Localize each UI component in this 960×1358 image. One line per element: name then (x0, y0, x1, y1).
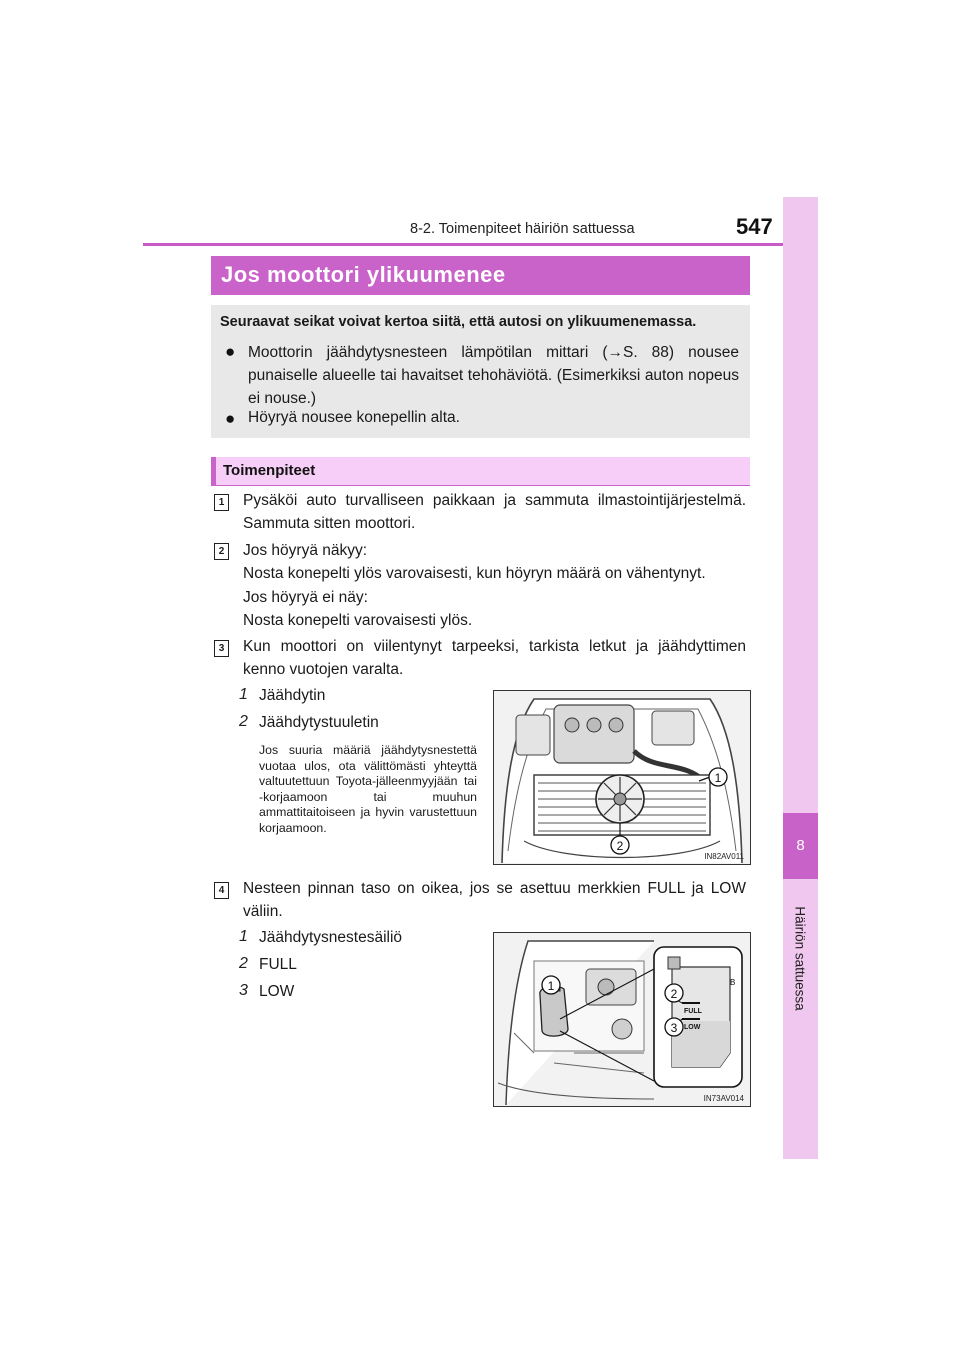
brand-mark-label: B (730, 978, 736, 987)
symptom-item: Höyryä nousee konepellin alta. (248, 409, 460, 426)
chapter-title-text: Häiriön sattuessa (792, 906, 808, 1011)
item-number: 2 (239, 955, 248, 972)
callout-label: 2 (616, 839, 624, 853)
callout-label: 2 (670, 987, 678, 1001)
page-title-band (211, 256, 750, 295)
step-number-2: 2 (214, 543, 229, 560)
subheading-band (211, 457, 750, 485)
page-number: 547 (736, 214, 773, 239)
subheading-accent (211, 457, 216, 485)
step-2-action: Nosta konepelti varovaisesti ylös. (243, 612, 473, 629)
radiator-illustration (494, 691, 750, 864)
step-number-3: 3 (214, 640, 229, 657)
item-label-reservoir: Jäähdytysnestesäiliö (259, 929, 403, 946)
callout-label: 3 (670, 1021, 678, 1035)
step-number-1: 1 (214, 494, 229, 511)
item-label-fan: Jäähdytystuuletin (259, 714, 379, 731)
figure-code: IN82AV011 (704, 852, 744, 861)
item-number: 1 (239, 928, 248, 945)
symptoms-lead: Seuraavat seikat voivat kertoa siitä, että autosi on ylikuumenemassa. (220, 314, 697, 330)
symptom-item: Moottorin jäähdytysnesteen lämpötilan mittari (→S. 88) nousee punaiselle alueelle tai havaitset tehohäviötä. (Esimerkiksi auton nopeus ei nouse.) (248, 344, 739, 407)
low-mark-label: LOW (684, 1024, 701, 1031)
full-mark-label: FULL (684, 1008, 702, 1015)
step-2-action: Nosta konepelti ylös varovaisesti, kun höyryn määrä on vähentynyt. (243, 565, 706, 582)
chapter-number: 8 (783, 813, 818, 879)
item-number: 1 (239, 686, 248, 703)
leak-note: Jos suuria määriä jäähdytysnestettä vuotaa ulos, ota välittömästi yhteyttä valtuutettuun Toyota-jälleenmyyjään tai -korjaamoon tai muuhun ammattitaitoiseen ja hyvin varustettuun korjaamoon. (259, 743, 477, 835)
bullet-icon: ● (225, 342, 236, 361)
reservoir-figure (493, 932, 751, 1107)
callout-label: 1 (714, 771, 722, 785)
step-1-text: Pysäköi auto turvalliseen paikkaan ja sammuta ilmastointijärjestelmä. Sammuta sitten moottori. (243, 492, 746, 532)
symptoms-box (211, 305, 750, 438)
step-2-condition: Jos höyryä ei näy: (243, 589, 368, 606)
step-4-text: Nesteen pinnan taso on oikea, jos se asettuu merkkien FULL ja LOW väliin. (243, 880, 746, 920)
radiator-figure (493, 690, 751, 865)
step-3-text: Kun moottori on viilentynyt tarpeeksi, tarkista letkut ja jäähdyttimen kenno vuotojen varalta. (243, 638, 746, 678)
item-number: 3 (239, 982, 248, 999)
header-rule (143, 243, 818, 246)
subheading-rule (211, 485, 750, 486)
section-title: 8-2. Toimenpiteet häiriön sattuessa (410, 221, 635, 237)
bullet-icon: ● (225, 409, 236, 428)
item-number: 2 (239, 713, 248, 730)
step-2-condition: Jos höyryä näkyy: (243, 542, 368, 559)
step-number-4: 4 (214, 882, 229, 899)
item-label-low: LOW (259, 983, 295, 1000)
reservoir-illustration (494, 933, 750, 1106)
item-label-full: FULL (259, 956, 297, 973)
figure-code: IN73AV014 (703, 1094, 744, 1103)
page-title: Jos moottori ylikuumenee (221, 262, 506, 287)
item-label-radiator: Jäähdytin (259, 687, 326, 704)
subheading: Toimenpiteet (223, 462, 316, 479)
callout-label: 1 (547, 979, 555, 993)
